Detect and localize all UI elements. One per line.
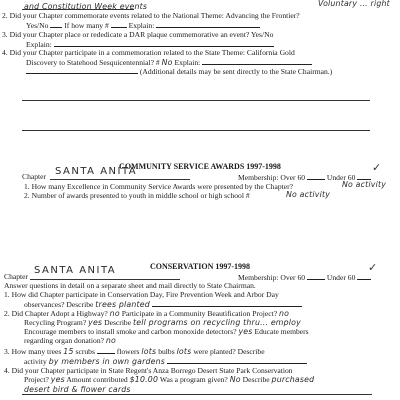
question-text: flowers — [116, 347, 140, 356]
under60-label: Under 60 — [326, 173, 356, 182]
question-text: 1. How did Chapter participate in Conservation Day, Fire Prevention Week and Arbor Day — [4, 290, 279, 299]
checkmark-icon: ✓ — [368, 261, 378, 274]
question-text: were planted? Describe — [193, 347, 265, 356]
question-text: 1. How many Excellence in Community Service Awards were presented by the Chapter? — [24, 182, 294, 191]
question-text: scrubs — [75, 347, 95, 356]
answer-line — [30, 279, 180, 280]
handwritten-answer: lots — [141, 347, 157, 356]
answer-blank[interactable] — [111, 20, 127, 28]
question-text: 4. Did your Chapter participate in a commemoration related to the State Theme: California Gold — [2, 48, 295, 57]
chapter-row — [22, 172, 46, 181]
question-text — [26, 20, 260, 30]
question-text: Encourage members to install smoke and carbon monoxide detectors? — [24, 327, 237, 336]
section-title: CONSERVATION 1997-1998 — [149, 262, 251, 271]
handwritten-answer: yes — [88, 318, 103, 327]
question-text: 2. Number of awards presented to youth in middle school or high school # — [24, 191, 250, 200]
chapter-label: Chapter — [4, 272, 29, 281]
explain-label: Explain: — [26, 40, 52, 49]
question-text: regarding organ donation? — [24, 336, 104, 345]
answer-line — [22, 100, 370, 101]
checkmark-icon: ✓ — [372, 161, 382, 174]
question-text — [24, 327, 309, 336]
under60-label: Under 60 — [326, 273, 356, 282]
question-text: Participate in a Community Beautification Project? — [121, 309, 278, 318]
answer-blank[interactable] — [202, 57, 312, 65]
handwritten-answer: Voluntary ... right — [318, 0, 390, 8]
handwritten-answer: yes — [238, 327, 253, 336]
membership-label: Membership: Over 60 — [238, 273, 306, 282]
question-text: observances? Describe — [24, 300, 94, 309]
note-text: (Additional details may be sent directly to the State Chairman.) — [139, 67, 333, 76]
question-text: 2. Did your Chapter commemorate events related to the National Theme: Advancing the Frontier? — [2, 11, 300, 20]
membership-row — [238, 272, 371, 282]
handwritten-answer: desert bird & flower cards — [24, 385, 131, 394]
question-text — [24, 336, 116, 345]
answer-blank[interactable] — [307, 172, 325, 180]
answer-blank[interactable] — [167, 356, 307, 364]
activity-label: activity — [24, 357, 47, 366]
question-text: bulbs — [158, 347, 175, 356]
how-many-label: If how many # — [64, 21, 109, 30]
question-text — [26, 66, 332, 76]
handwritten-answer: $10.00 — [129, 375, 159, 384]
question-text — [24, 356, 307, 366]
handwritten-answer: No — [161, 58, 173, 67]
explain-label: Explain: — [174, 58, 201, 67]
question-text: Was a program given? — [159, 375, 228, 384]
question-text: Recycling Program? — [24, 318, 87, 327]
answer-blank[interactable] — [26, 66, 138, 74]
question-text — [24, 318, 301, 327]
handwritten-answer: No activity — [342, 180, 387, 189]
handwritten-answer: by members in own gardens — [48, 357, 166, 366]
question-text: Project? — [24, 375, 49, 384]
describe-label: Describe — [242, 375, 270, 384]
chapter-row — [4, 272, 28, 281]
question-text: Amount contributed — [66, 375, 128, 384]
question-text: 3. Did your Chapter place or rededicate a DAR plaque commemorative an event? Yes/No — [2, 30, 274, 39]
explain-label: Explain: — [128, 21, 155, 30]
handwritten-answer: lots — [176, 347, 192, 356]
answer-blank[interactable] — [156, 20, 260, 28]
answer-line — [22, 130, 370, 131]
handwritten-answer: purchased — [271, 375, 315, 384]
question-text: Educate members — [254, 327, 309, 336]
answer-blank[interactable] — [152, 299, 302, 307]
answer-blank[interactable] — [357, 172, 371, 180]
handwritten-answer: yes — [50, 375, 65, 384]
question-text: 2. Did Chapter Adopt a Highway? — [4, 309, 108, 318]
answer-blank[interactable] — [50, 20, 62, 28]
question-text — [24, 299, 302, 309]
yes-no-label: Yes/No — [26, 21, 49, 30]
section-title: COMMUNITY SERVICE AWARDS 1997-1998 — [119, 162, 281, 171]
question-text — [4, 309, 289, 318]
answer-line — [22, 394, 372, 395]
question-text: 4. Did your Chapter participate in State Regent's Anza Borrego Desert State Park Conservation — [4, 366, 293, 375]
question-text: 3. How many trees — [4, 347, 62, 356]
question-text — [24, 375, 314, 384]
handwritten-answer: No — [229, 375, 241, 384]
handwritten-answer: tell programs on recycling thru... employ — [133, 318, 301, 327]
handwritten-answer: no — [105, 336, 117, 345]
answer-blank[interactable] — [97, 346, 115, 354]
question-text — [4, 346, 265, 356]
membership-label: Membership: Over 60 — [238, 173, 306, 182]
chapter-name-handwritten: SANTA ANITA — [34, 265, 117, 276]
handwritten-answer: no — [279, 309, 290, 318]
answer-blank[interactable] — [54, 39, 274, 47]
handwritten-answer: No activity — [286, 190, 331, 199]
handwritten-answer: and Constitution Week events — [24, 2, 148, 11]
handwritten-answer: trees planted — [95, 300, 150, 309]
chapter-name-handwritten: SANTA ANITA — [55, 166, 138, 177]
handwritten-answer: 15 — [63, 347, 74, 356]
answer-line — [22, 9, 134, 10]
answer-blank[interactable] — [307, 272, 325, 280]
handwritten-answer: no — [109, 309, 120, 318]
instruction-text: Answer questions in detail on a separate sheet and mail directly to State Chairman. — [4, 281, 256, 290]
chapter-label: Chapter — [22, 172, 47, 181]
answer-line — [50, 179, 190, 180]
describe-label: Describe — [104, 318, 132, 327]
question-text: Discovery to Statehood Sesquicentennial? # — [26, 58, 160, 67]
